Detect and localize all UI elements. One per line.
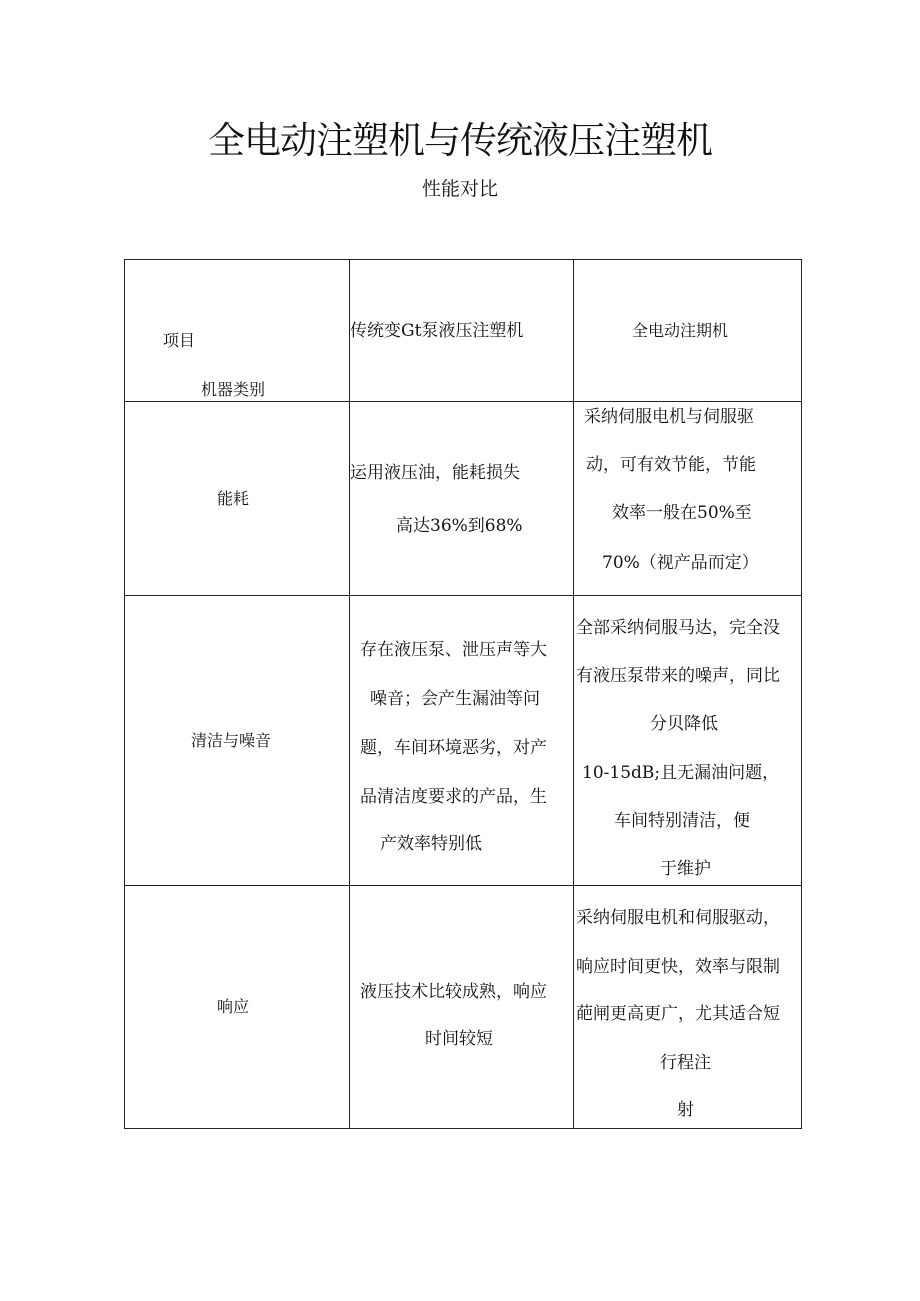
column-header-electric: 全电动注期机 [632,321,729,340]
cell-line: 分贝降低 [650,714,718,734]
table-header-row [125,260,802,402]
cell-line: 采纳伺服电机与伺服驱 [584,407,754,427]
cell-line: 品清洁度要求的产品，生 [360,787,547,807]
row-label: 清洁与噪音 [191,731,272,750]
cell-line: 产效率特别低 [380,834,482,854]
cell-line: 全部采纳伺服马达，完全没 [576,618,780,638]
row-label: 能耗 [217,489,250,508]
table-row [125,886,802,1129]
cell-line: 葩闸更高更广，尤其适合短 [576,1004,780,1024]
header-hydraulic-cell [350,260,574,402]
header-electric-cell [574,260,802,402]
cell-line: 有液压泵带来的噪声，同比 [576,666,780,686]
cell-line: 车间特别清洁，便 [614,811,750,831]
row-label: 响应 [217,997,250,1016]
cell-line: 射 [677,1100,694,1120]
hydraulic-cell [350,596,574,886]
electric-cell [574,596,802,886]
document-title: 全电动注塑机与传统液压注塑机 [208,119,712,162]
document-subtitle: 性能对比 [421,178,498,200]
table-row [125,596,802,886]
cell-line: 存在液压泵、泄压声等大 [360,640,547,660]
cell-line: 效率一般在50%至 [612,503,752,523]
cell-line: 响应时间更快，效率与限制 [576,957,780,977]
header-item-label: 项目 [163,331,196,350]
cell-line: 液压技术比较成熟，响应 [360,982,547,1002]
comparison-table [124,259,802,1129]
cell-line: 题，车间环境恶劣，对产 [360,738,547,758]
cell-line: 行程注 [660,1053,711,1073]
cell-line: 动，可有效节能，节能 [586,455,756,475]
cell-line: 运用液压油，能耗损失 [350,463,520,483]
hydraulic-cell [350,402,574,596]
cell-line: 时间较短 [425,1029,493,1049]
column-header-hydraulic: 传统变Gt泵液压注塑机 [350,321,524,341]
electric-cell [574,886,802,1129]
cell-line: 高达36%到68% [396,516,523,536]
cell-line: 70%（视产品而定） [602,553,759,573]
cell-line: 噪音；会产生漏油等问 [370,689,540,709]
electric-cell [574,402,802,596]
cell-line: 采纳伺服电机和伺服驱动， [576,908,780,928]
header-item-cell [125,260,350,402]
row-label-cell [125,402,350,596]
table-row [125,402,802,596]
cell-line: 于维护 [660,859,711,879]
row-label-cell [125,886,350,1129]
row-label-cell [125,596,350,886]
cell-line: 10-15dB;且无漏油问题， [582,763,780,783]
hydraulic-cell [350,886,574,1129]
header-category-label: 机器类别 [201,380,266,399]
